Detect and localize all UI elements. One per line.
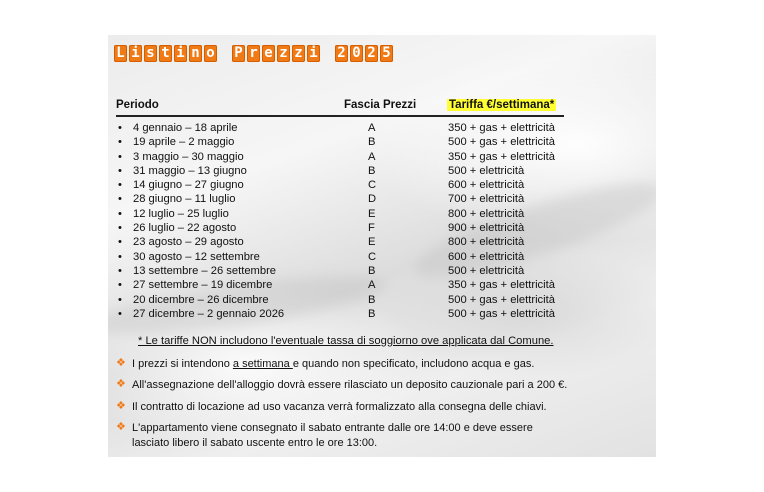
header-band: Fascia Prezzi: [344, 99, 417, 111]
bullet-dot: •: [118, 122, 122, 134]
diamond-bullet-icon: ❖: [116, 357, 126, 369]
bullet-dot: •: [118, 250, 122, 263]
row-period: 28 giugno – 11 luglio: [133, 193, 236, 206]
row-price: 500 + gas + elettricità: [448, 293, 555, 306]
title-letter-tile: 5: [380, 45, 393, 62]
row-band: A: [368, 279, 376, 292]
title-letter-tile: P: [232, 45, 245, 62]
table-row: [108, 278, 656, 292]
table-row: [108, 235, 656, 249]
row-period: 14 giugno – 27 giugno: [133, 179, 244, 192]
row-price: 500 + gas + elettricità: [448, 136, 555, 149]
row-period: 13 settembre – 26 settembre: [133, 264, 277, 277]
table-row: [108, 192, 656, 206]
diamond-bullet-icon: ❖: [116, 400, 126, 412]
row-period: 3 maggio – 30 maggio: [133, 150, 244, 163]
title-letter-tile: 2: [365, 45, 378, 62]
row-price: 800 + elettricità: [448, 236, 525, 249]
title-letter-tile: L: [114, 45, 127, 62]
bullet-dot: •: [118, 179, 122, 192]
page-title: [114, 45, 405, 62]
bullet-dot: •: [118, 164, 122, 177]
title-letter-tile: t: [159, 45, 172, 62]
title-letter-tile: 2: [335, 45, 348, 62]
row-period: 23 agosto – 29 agosto: [133, 236, 244, 249]
row-band: B: [368, 264, 376, 277]
row-band: D: [368, 193, 377, 206]
row-period: 27 dicembre – 2 gennaio 2026: [133, 307, 285, 320]
title-word: [114, 45, 217, 62]
row-period: 20 dicembre – 26 dicembre: [133, 293, 269, 306]
row-price: 700 + elettricità: [448, 193, 525, 206]
table-row: [108, 264, 656, 278]
table-row: [108, 164, 656, 178]
table-row: [108, 221, 656, 235]
price-list-card: L i s t i n o P r e z z i 2 0 2 5 Periodo Fascia Prezzi Tariffa €/settimana* • 4 gennaio – 18 aprile A 350 + gas + elettricità • 19 aprile – 2 maggio B 500 + gas + elettricità • 3 maggio – 30 maggio A 350 + gas + elettricità • 31 maggio – 13 giugno B 500 + elettricità • 14 giugno – 27 giugno C 600 + elettricità • 28 giugno – 11 luglio D 700 + elettricità • 12 luglio – 25 luglio E 800 + elettricità • 26 luglio – 22 agosto F 900 + elettricità • 23 agosto – 29 agosto E 800 + elettricità • 30 agosto – 12 settembre C 600 + elettricità • 13 settembre – 26 settembre B 500 + elettricità • 27 settembre – 19 dicembre A 350 + gas + elettricità • 20 dicembre – 26 dicembre B 500 + gas + elettricità • 27 dicembre – 2 gennaio 2026 B 500 + gas + elettricità * Le tariffe NON includono l'eventuale tassa di soggiorno ove applicata dal Comune. ❖ I prezzi si intendono a settimana e quando non specificato, includono acqua e gas. ❖ All'assegnazione dell'alloggio dovrà essere rilasciato un deposito cauzionale pari a 200 €. ❖ Il contratto di locazione ad uso vacanza verrà formalizzato alla consegna delle chiavi. ❖ L'appartamento viene consegnato il sabato entrante dalle ore 14:00 e deve essere lasciato libero il sabato uscente entro le ore 13:00.: [108, 35, 656, 457]
bullet-dot: •: [118, 150, 122, 163]
header-period: Periodo: [116, 99, 159, 111]
row-band: F: [368, 222, 375, 235]
row-price: 500 + elettricità: [448, 264, 525, 277]
row-price: 500 + gas + elettricità: [448, 307, 555, 320]
bullet-dot: •: [118, 222, 122, 235]
row-band: B: [368, 293, 376, 306]
row-price: 600 + elettricità: [448, 250, 525, 263]
bullet-dot: •: [118, 207, 122, 220]
table-row: [108, 178, 656, 192]
title-letter-tile: n: [189, 45, 202, 62]
row-band: C: [368, 179, 377, 192]
row-period: 4 gennaio – 18 aprile: [133, 122, 238, 134]
table-row: [108, 293, 656, 307]
row-band: E: [368, 207, 376, 220]
row-price: 350 + gas + elettricità: [448, 279, 555, 292]
title-word: [335, 45, 393, 62]
row-band: A: [368, 150, 376, 163]
header-tariff: [447, 99, 556, 111]
row-price: 900 + elettricità: [448, 222, 525, 235]
title-letter-tile: i: [307, 45, 320, 62]
row-price: 800 + elettricità: [448, 207, 525, 220]
row-period: 19 aprile – 2 maggio: [133, 136, 235, 149]
title-word: [232, 45, 320, 62]
table-row: [108, 121, 656, 135]
table-row: [108, 135, 656, 149]
title-letter-tile: r: [247, 45, 260, 62]
row-band: B: [368, 164, 376, 177]
bullet-dot: •: [118, 279, 122, 292]
title-letter-tile: z: [292, 45, 305, 62]
title-letter-tile: z: [277, 45, 290, 62]
bullet-dot: •: [118, 307, 122, 320]
bullet-dot: •: [118, 264, 122, 277]
title-letter-tile: i: [174, 45, 187, 62]
bullet-dot: •: [118, 136, 122, 149]
table-row: [108, 307, 656, 321]
price-table: [108, 121, 656, 321]
title-letter-tile: i: [129, 45, 142, 62]
bullet-dot: •: [118, 193, 122, 206]
row-price: 350 + gas + elettricità: [448, 122, 555, 134]
row-price: 350 + gas + elettricità: [448, 150, 555, 163]
table-row: [108, 150, 656, 164]
title-letter-tile: e: [262, 45, 275, 62]
header-tariff-label: Tariffa €/settimana*: [449, 99, 555, 111]
row-band: B: [368, 136, 376, 149]
row-price: 600 + elettricità: [448, 179, 525, 192]
tourist-tax-note: * Le tariffe NON includono l'eventuale tassa di soggiorno ove applicata dal Comune.: [138, 335, 554, 347]
row-band: E: [368, 236, 376, 249]
diamond-bullet-icon: ❖: [116, 378, 126, 390]
header-divider: [116, 115, 564, 117]
bullet-dot: •: [118, 293, 122, 306]
table-row: [108, 207, 656, 221]
row-period: 30 agosto – 12 settembre: [133, 250, 260, 263]
diamond-bullet-icon: ❖: [116, 421, 126, 433]
row-period: 27 settembre – 19 dicembre: [133, 279, 273, 292]
title-letter-tile: 0: [350, 45, 363, 62]
table-row: [108, 250, 656, 264]
row-period: 12 luglio – 25 luglio: [133, 207, 229, 220]
bullet-dot: •: [118, 236, 122, 249]
row-band: C: [368, 250, 377, 263]
row-price: 500 + elettricità: [448, 164, 525, 177]
row-band: B: [368, 307, 376, 320]
title-letter-tile: s: [144, 45, 157, 62]
row-period: 26 luglio – 22 agosto: [133, 222, 237, 235]
title-letter-tile: o: [204, 45, 217, 62]
row-period: 31 maggio – 13 giugno: [133, 164, 247, 177]
row-band: A: [368, 122, 376, 134]
